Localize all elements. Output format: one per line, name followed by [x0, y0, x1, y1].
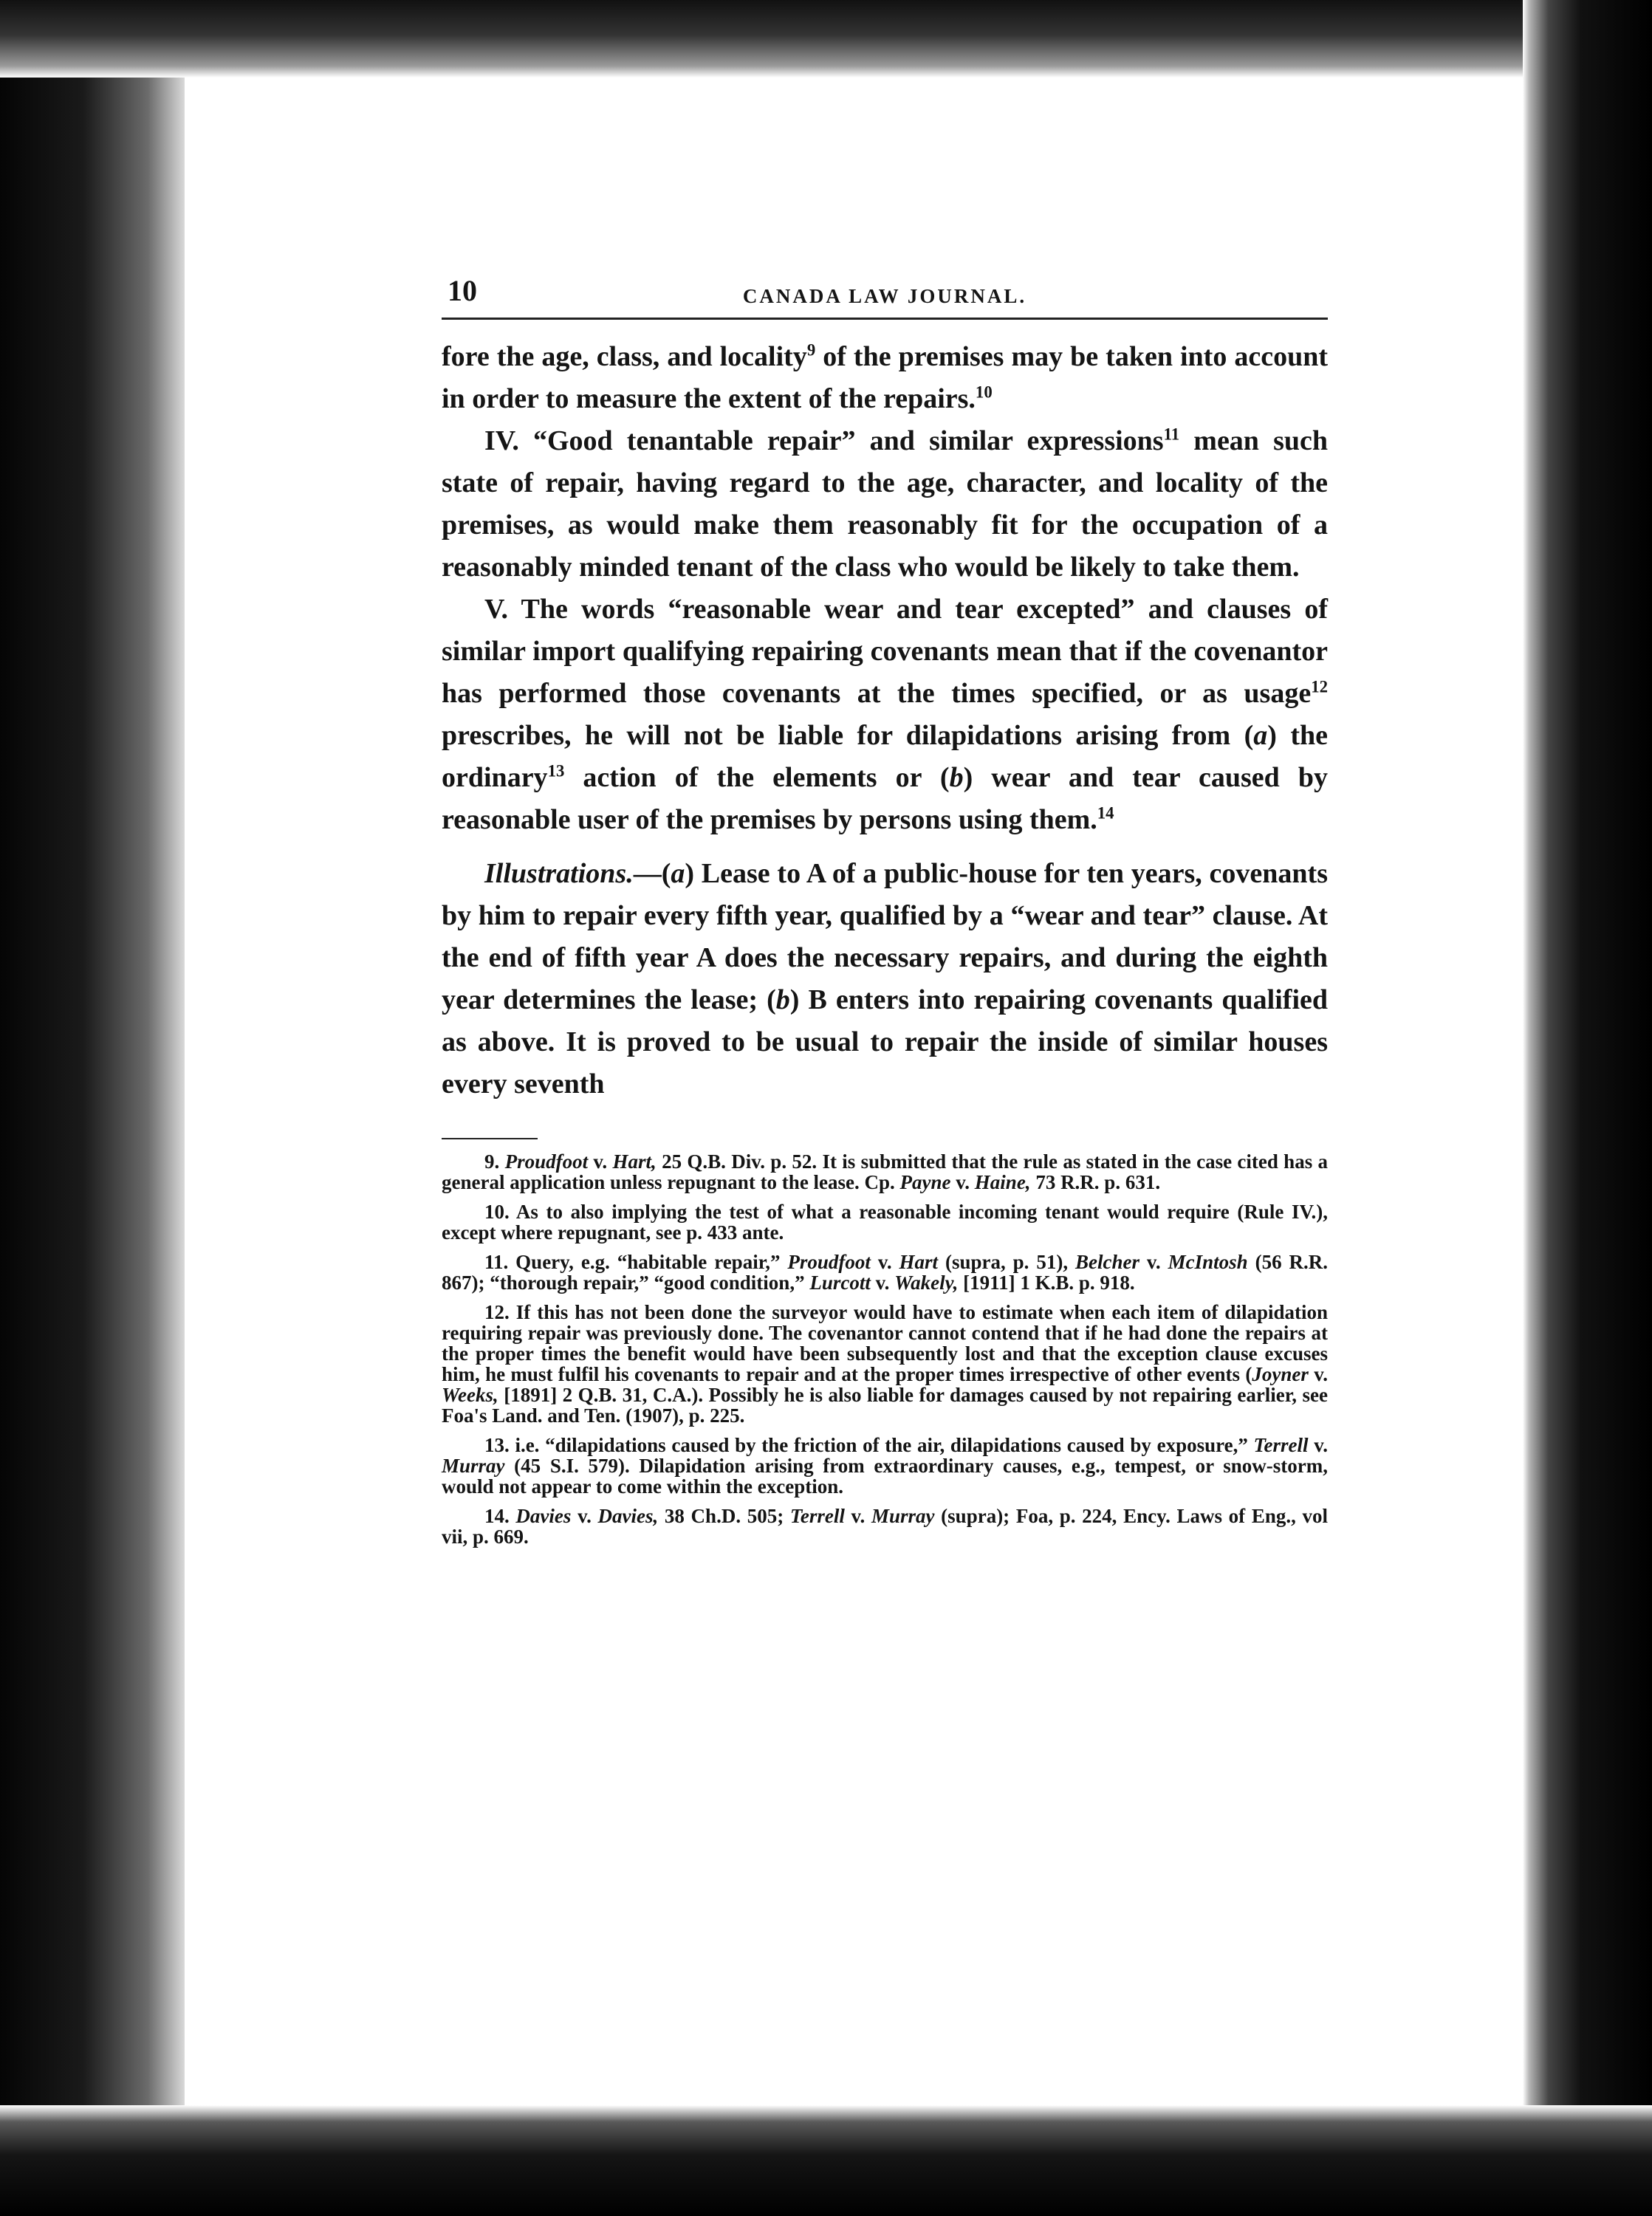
- text: v.: [1139, 1251, 1168, 1273]
- case-name: Proudfoot: [787, 1251, 871, 1273]
- case-name: Murray: [442, 1455, 505, 1477]
- paragraph-continuation: [442, 336, 1328, 420]
- text: ) wear and tear caused by reasonable user of the premises by persons using them.: [442, 762, 1328, 835]
- text: 9.: [484, 1150, 505, 1173]
- case-name: Hart,: [612, 1150, 657, 1173]
- footnote-11: [442, 1252, 1328, 1293]
- text: 25 Q.B. Div. p. 52. It is submitted that the rule as stated in the case cited has a general application unless repugnant to the lease. Cp.: [442, 1150, 1329, 1193]
- footnote-14: [442, 1506, 1328, 1547]
- case-name: Payne: [899, 1171, 951, 1193]
- case-name: Davies: [515, 1505, 572, 1527]
- paragraph-rule-iv: [442, 420, 1328, 589]
- text: ) B enters into repairing covenants qualified as above. It is proved to be usual to repair the inside of similar houses every seventh: [442, 984, 1328, 1100]
- journal-title: CANADA LAW JOURNAL.: [742, 285, 1027, 307]
- footnote-ref-13: 13: [547, 761, 565, 781]
- text: ) the ordinary: [442, 720, 1328, 793]
- text: —(: [633, 858, 671, 889]
- footnote-10: [442, 1201, 1328, 1243]
- text: (56 R.R. 867); “thorough repair,” “good condition,”: [442, 1251, 1328, 1294]
- footnote-ref-11: 11: [1163, 425, 1180, 444]
- text: 12. If this has not been done the surveyor would have to estimate when each item of dilapidation requiring repair was previously done. The covenantor cannot contend that if he had done the repairs at the proper times the benefit would have been subsequently lost and that the exception clause excuses him, he must fulfil his covenants to repair and at the proper times irrespective of other events (: [442, 1301, 1328, 1385]
- text: (supra, p. 51),: [938, 1251, 1075, 1273]
- scan-border-bottom: [0, 2105, 1652, 2216]
- text: v.: [844, 1505, 871, 1527]
- case-name: Davies,: [597, 1505, 659, 1527]
- footnote-ref-14: 14: [1097, 803, 1114, 823]
- text: v.: [870, 1251, 899, 1273]
- case-name: Joyner: [1252, 1363, 1309, 1385]
- case-name: Terrell: [789, 1505, 845, 1527]
- case-name: Murray: [871, 1505, 935, 1527]
- case-name: Belcher: [1075, 1251, 1139, 1273]
- text: v.: [950, 1171, 975, 1193]
- case-name: McIntosh: [1168, 1251, 1248, 1273]
- italic-text: a: [671, 858, 685, 889]
- text: of the premises may be taken into account in order to measure the extent of the repairs.: [442, 341, 1328, 414]
- case-name: Terrell: [1253, 1434, 1309, 1456]
- text: (supra); Foa, p. 224, Ency. Laws of Eng., vol vii, p. 669.: [442, 1505, 1329, 1548]
- case-name: Lurcott: [809, 1272, 871, 1294]
- footnote-12: [442, 1302, 1328, 1426]
- footnote-13: [442, 1435, 1328, 1497]
- text: v.: [588, 1150, 613, 1173]
- paragraph-rule-v: [442, 589, 1328, 841]
- text: prescribes, he will not be liable for dilapidations arising from (: [442, 720, 1254, 751]
- footnote-divider: [442, 1138, 538, 1139]
- text: mean such state of repair, having regard to the age, character, and locality of the premises, as would make them reasonably fit for the occupation of a reasonably minded tenant of the class who would be likely to take them.: [442, 425, 1329, 583]
- case-name: Wakely,: [894, 1272, 959, 1294]
- text: V. The words “reasonable wear and tear excepted” and clauses of similar import qualifying repairing covenants mean that if the covenantor has performed those covenants at the times specified, or as usage: [442, 594, 1328, 709]
- italic-text: b: [775, 984, 790, 1015]
- text: [1911] 1 K.B. p. 918.: [958, 1272, 1135, 1294]
- paragraph-illustrations: [442, 853, 1328, 1105]
- text: v.: [1308, 1434, 1328, 1456]
- text: 10. As to also implying the test of what a reasonable incoming tenant would require (Rule IV.), except where repugnant, see p. 433 ante.: [442, 1201, 1328, 1244]
- running-head: [442, 266, 1328, 320]
- text: (45 S.I. 579). Dilapidation arising from extraordinary causes, e.g., tempest, or snow-storm, would not appear to come within the exception.: [442, 1455, 1328, 1498]
- text: 73 R.R. p. 631.: [1030, 1171, 1161, 1193]
- scan-border-top: [0, 0, 1652, 78]
- scan-border-right: [1523, 0, 1652, 2216]
- illustrations-label: Illustrations.: [484, 858, 634, 889]
- text: 38 Ch.D. 505;: [658, 1505, 790, 1527]
- text: fore the age, class, and locality: [442, 341, 807, 372]
- text: v.: [571, 1505, 598, 1527]
- text: 14.: [484, 1505, 516, 1527]
- italic-text: a: [1253, 720, 1268, 751]
- case-name: Haine,: [974, 1171, 1031, 1193]
- text: action of the elements or (: [564, 762, 950, 793]
- footnote-9: [442, 1151, 1328, 1193]
- scan-border-left: [0, 0, 185, 2216]
- footnotes: [442, 1151, 1328, 1547]
- page-number: 10: [448, 274, 477, 307]
- text: [1891] 2 Q.B. 31, C.A.). Possibly he is also liable for damages caused by not repairing earlier, see Foa's Land. and Ten. (1907), p. 225.: [442, 1384, 1328, 1427]
- text: 11. Query, e.g. “habitable repair,”: [484, 1251, 788, 1273]
- footnote-ref-12: 12: [1311, 677, 1328, 696]
- body-text: [442, 336, 1328, 1105]
- book-page: [442, 266, 1328, 1556]
- text: IV. “Good tenantable repair” and similar expressions: [484, 425, 1164, 456]
- text: v.: [1308, 1363, 1328, 1385]
- footnote-ref-10: 10: [975, 383, 993, 402]
- text: 13. i.e. “dilapidations caused by the friction of the air, dilapidations caused by exposure,”: [484, 1434, 1254, 1456]
- text: ) Lease to A of a public-house for ten years, covenants by him to repair every fifth year, qualified by a “wear and tear” clause. At the end of fifth year A does the necessary repairs, and during the eighth year determines the lease; (: [442, 858, 1328, 1015]
- text: v.: [870, 1272, 895, 1294]
- footnote-ref-9: 9: [806, 340, 816, 360]
- case-name: Proudfoot: [504, 1150, 589, 1173]
- case-name: Weeks,: [442, 1384, 498, 1406]
- case-name: Hart: [899, 1251, 939, 1273]
- italic-text: b: [949, 762, 964, 793]
